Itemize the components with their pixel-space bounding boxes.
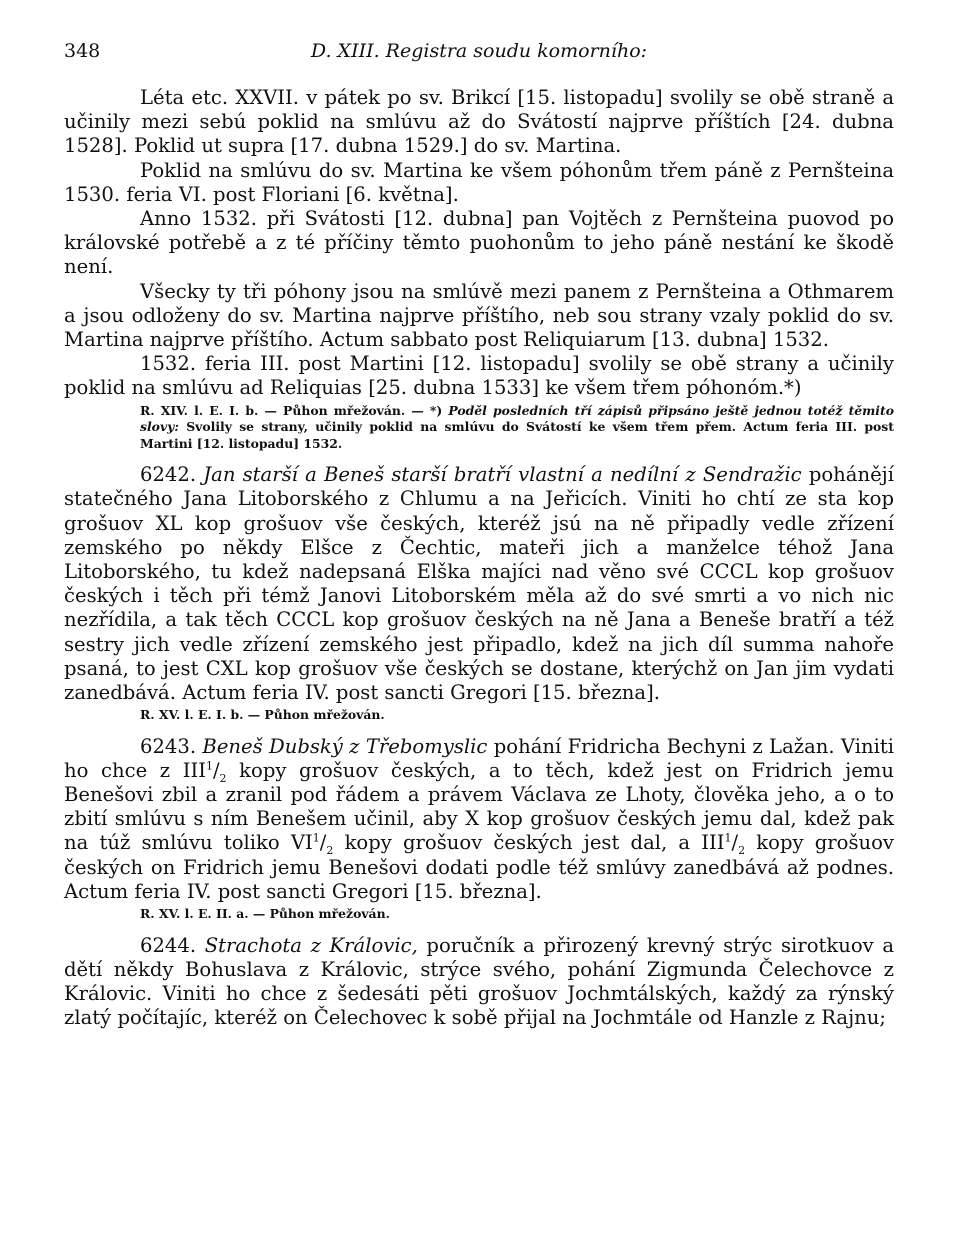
entry-source: R. XV. l. E. II. a. — Půhon mřežován. [140, 906, 390, 922]
footnote-mark: *) [429, 402, 443, 418]
paragraph-5: 1532. feria III. post Martini [12. listopadu] svolily se obě strany a učinily poklid na smlúvu ad Reliquias [25. dubna 1533] ke všem třem póhonóm.*) [64, 352, 894, 400]
entry-6243: 6243. Beneš Dubský z Třebomyslic pohání Fridricha Bechyni z Lažan. Viniti ho chce z $III^1/_2$ kopy grošuov českých, a to těch, kdež jest on Fridrich jemu Benešovi zbil a zranil pod řádem a právem Václava ze Lhoty, člověka jeho, a o to zbití smlúvu s ním Benešem učinil, aby X kop grošuov českých jemu dal, kdež pak na túž smlúvu toliko $VI^1/_2$ kopy grošuov českých jest dal, a $III^1/_2$ kopy grošuov českých on Fridrich jemu Benešovi dodati podle též smlúvy zanedbává až podnes. Actum feria IV. post sancti Gregori [15. března]. [64, 734, 895, 903]
entry-text-part: kopy grošuov českých on Fridrich jemu Benešovi dodati podle též smlúvy zanedbává až podnes. Actum feria IV. post sancti Gregori [15. března]. [64, 831, 894, 903]
fraction-denominator: 2 [738, 844, 746, 858]
entry-number: 6242. [140, 463, 197, 487]
page-number: 348 [64, 40, 101, 62]
entry-number: 6243. [140, 734, 197, 758]
entry-6242 [64, 463, 894, 705]
fraction-denominator: 2 [219, 771, 227, 785]
footnote-text: Svolily se strany, učinily poklid na smlúvu do Svátostí ke všem třem přem. Actum feria III. post Martini [12. listopadu] 1532. [140, 419, 894, 451]
entry-source: R. XV. l. E. I. b. — Půhon mřežován. [140, 707, 385, 723]
paragraph-4: Všecky ty tři póhony jsou na smlúvě mezi panem z Pernšteina a Othmarem a jsou odloženy do sv. Martina najprve příštího, neb sou strany vzaly poklid do sv. Martina najprve příštího. Actum sabbato post Reliquiarum [13. dubna] 1532. [64, 279, 894, 352]
paragraph-2: Poklid na smlúvu do sv. Martina ke všem póhonům třem páně z Pernšteina 1530. feria VI. post Floriani [6. května]. [64, 158, 894, 206]
entry-text: poručník a přirozený krevný strýc sirotkuov a dětí někdy Bohuslava z Královic, strýce svého, pohání Zigmunda Čelechovce z Královic. Viniti ho chce z šedesáti pěti grošuov Jochmtálských, každý za rýnský zlatý počítajíc, kteréž on Čelechovec k sobě přijal na Jochmtále od Hanzle z Rajnu; [64, 933, 895, 1030]
entry-parties: Strachota z Královic, [204, 933, 418, 957]
footnote-italic: Poděl posledních tří zápisů připsáno ještě jednou totéž těmito slovy: [140, 402, 894, 435]
page-header [64, 40, 894, 70]
fraction-numerator: 1 [724, 831, 732, 845]
running-head: D. XIII. Registra soudu komorního: [310, 40, 648, 62]
entry-parties: Beneš Dubský z Třebomyslic [202, 734, 488, 758]
entry-number: 6244. [140, 933, 197, 957]
entry-6244 [64, 934, 894, 1031]
paragraph-3: Anno 1532. při Svátosti [12. dubna] pan Vojtěch z Pernšteina puovod po královské potřebě a z té příčiny těmto puohonům to jeho páně nestání ke škodě není. [64, 207, 894, 279]
entry-text-part: pohání Fridricha Bechyni z Lažan. Viniti ho chce z III [64, 734, 895, 782]
fraction-denominator: 2 [326, 844, 334, 858]
fraction-numerator: 1 [205, 759, 213, 773]
paragraph-1: Léta etc. XXVII. v pátek po sv. Brikcí [15. listopadu] svolily se obě straně a učinily mezi sebú poklid na smlúvu až do Svátostí najprve příštích [24. dubna 1528]. Poklid ut supra [17. dubna 1529.] do sv. Martina. [64, 86, 894, 158]
entry-text-part: kopy grošuov českých jest dal, a III [344, 831, 725, 855]
footnote-source: R. XIV. l. E. I. b. — Půhon mřežován. — [140, 402, 424, 418]
entry-parties: Jan starší a Beneš starší bratří vlastní a nedílní z Sendražic [203, 463, 802, 487]
entry-text-part: kopy grošuov českých, a to těch, kdež jest on Fridrich jemu Benešovi zbil a zranil pod řádem a právem Václava ze Lhoty, člověka jeho, a o to zbití smlúvu s ním Benešem učinil, aby X kop grošuov českých jemu dal, kdež pak na túž smlúvu toliko VI [64, 758, 894, 855]
entry-text: pohánějí statečného Jana Litoborského z Chlumu a na Jeřicích. Viniti ho chtí ze sta kop grošuov XL kop grošuov vše českých, kteréž jsú na ně připadly vedle zřízení zemského po někdy Elšce z Čechtic, mateři jich a manželce téhož Jana Litoborského, tu kdež nadepsaná Elška majíci nad věno své CCCL kop grošuov českých i těch při témž Janovi Litoborském měla až do své smrti a vo nich nic nezřídila, a tak těch CCCL kop grošuov českých na ně Jana a Beneše bratří a též sestry jich vedle zřízení zemského jest připadlo, kdež na jich díl summa nahoře psaná, to jest CXL kop grošuov vše českých se dostane, kterýchž on Jan jim vydati zanedbává. Actum feria IV. post sancti Gregori [15. března]. [64, 463, 895, 704]
footnote-block [64, 403, 894, 453]
fraction-numerator: 1 [312, 831, 320, 845]
page-body [64, 86, 894, 1030]
